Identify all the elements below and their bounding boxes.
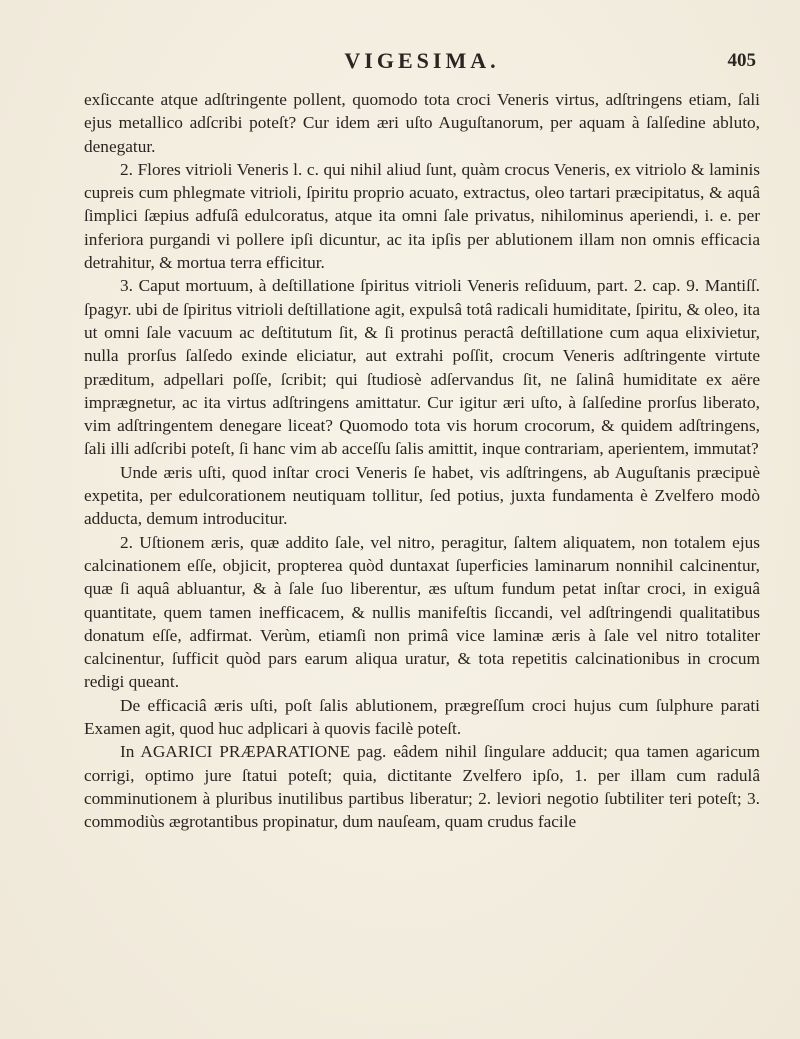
page-header [84, 40, 760, 88]
paragraph-unde-aeris: Unde æris uſti, quod inſtar croci Veneris ſe habet, vis adſtringens, ab Auguſtanis præcipuè expetita, per edulcorationem neutiquam tollitur, ſed potius, juxta fundamenta è Zvelfero modò adducta, demum introducitur. [84, 462, 760, 529]
page-number: 405 [727, 50, 756, 71]
paragraph-de-efficacia: De efficaciâ æris uſti, poſt ſalis ablutionem, prægreſſum croci hujus cum ſulphure parati Examen agit, quod huc adplicari à quovis facilè poteſt. [84, 695, 760, 739]
paragraph-ustionem-aeris: 2. Uſtionem æris, quæ addito ſale, vel nitro, peragitur, ſaltem aliquatem, non totalem ejus calcinationem eſſe, objicit, propterea quòd duntaxat ſuperficies laminarum nonnihil calcinentur, quæ ſi aquâ abluantur, & à ſale ſuo liberentur, æs uſtum fundum petat inſtar croci, in exiguâ quantitate, quem tamen inefficacem, & nullis manifeſtis ſiccandi, vel adſtringendi qualitatibus donatum eſſe, adfirmat. Verùm, etiamſi non primâ vice laminæ æris à ſale vel nitro totaliter calcinentur, ſufficit quòd pars earum aliqua uratur, & tota repetitis calcinationibus in crocum redigi queant. [84, 532, 760, 692]
paragraph-agarici: In AGARICI PRÆPARATIONE pag. eâdem nihil ſingulare adducit; qua tamen agaricum corrigi, optimo jure ſtatui poteſt; quia, dictitante Zvelfero ipſo, 1. per illam cum radulâ comminutionem à pluribus inutilibus partibus liberatur; 2. leviori negotio ſubtiliter teri poteſt; 3. commodiùs ægrotantibus propinatur, dum nauſeam, quam crudus facile [84, 742, 760, 832]
paragraph-caput-mortuum: 3. Caput mortuum, à deſtillatione ſpiritus vitrioli Veneris reſiduum, part. 2. cap. 9. Mantiſſ. ſpagyr. ubi de ſpiritus vitrioli deſtillatione agit, expulsâ totâ radicali humiditate, ſpiritu, & oleo, ita ut omni ſale vacuum ac deſtitutum ſit, & ſi protinus peractâ deſtillatione cum aqua elixivietur, nulla prorſus ſalſedo exinde eliciatur, aut extrahi poſſit, crocum Veneris adſtringente virtute præditum, adpellari poſſe, ſcribit; qui ſtudiosè adſervandus ſit, ne ſalinâ humiditate ex aëre imprægnetur, ac ita virtus adſtringens amittatur. Cur igitur æri uſto, à ſalſedine prorſus liberato, vim adſtringentem denegare liceat? Quomodo tota vis horum crocorum, & quidem adſtringens, ſali illi adſcribi poteſt, ſi hanc vim ab acceſſu ſalis amittit, inque contrariam, aperientem, immutat? [84, 276, 760, 459]
body-text [84, 88, 760, 834]
running-head: VIGESIMA. [344, 48, 500, 73]
paragraph-flores-vitrioli: 2. Flores vitrioli Veneris l. c. qui nihil aliud ſunt, quàm crocus Veneris, ex vitriolo & laminis cupreis cum phlegmate vitrioli, ſpiritu proprio acuato, extractus, oleo tartari præcipitatus, & aquâ ſimplici ſæpius adfuſâ edulcoratus, atque ita omni ſale privatus, nihilominus aperiendi, i. e. per inferiora purgandi vi pollere ipſi dicuntur, ac ita ipſis per ablutionem illam non omnis efficacia detrahitur, & mortua terra efficitur. [84, 159, 760, 273]
paragraph-continuation: exſiccante atque adſtringente pollent, quomodo tota croci Veneris virtus, adſtringens etiam, ſali ejus metallico adſcribi poteſt? Cur idem æri uſto Auguſtanorum, per aquam à ſalſedine abluto, denegatur. [84, 90, 760, 156]
